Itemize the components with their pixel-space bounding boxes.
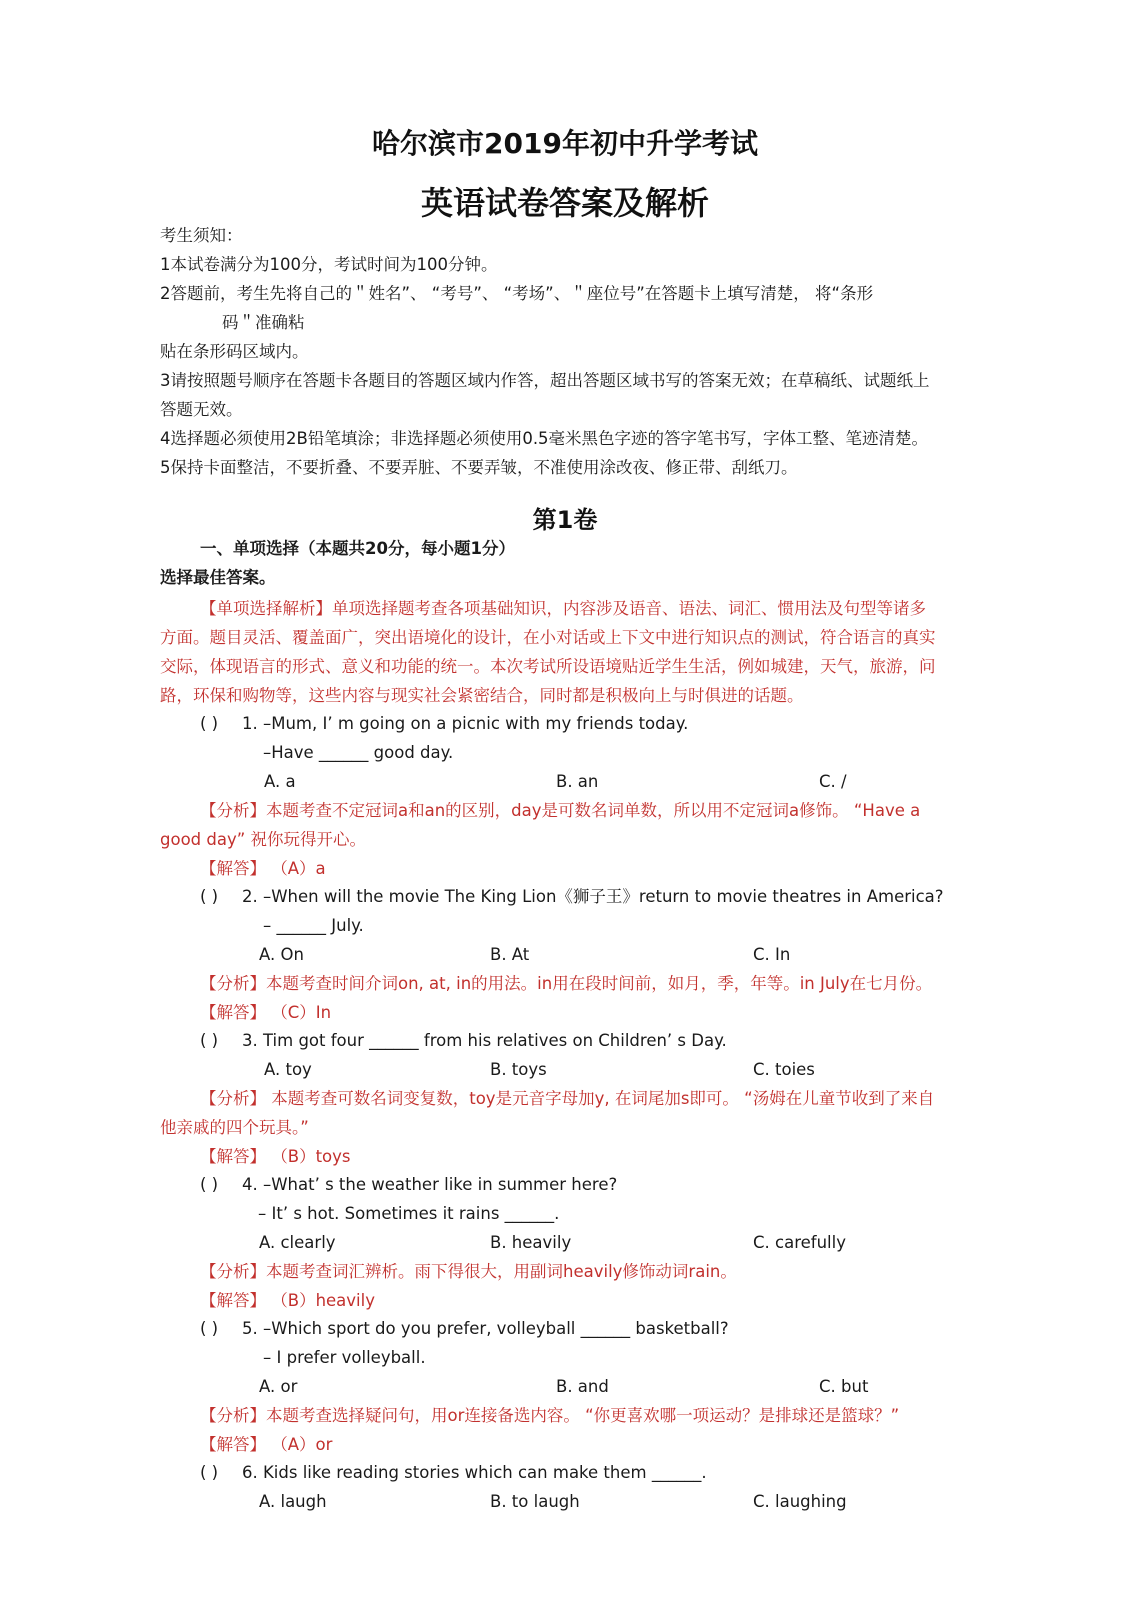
question-3-option-b: B. toys (490, 1060, 547, 1079)
question-4-option-a: A. clearly (259, 1233, 336, 1252)
notice-line: 1本试卷满分为100分，考试时间为100分钟。 (160, 255, 498, 274)
question-2-option-c: C. In (753, 945, 791, 964)
section-intro-line: 路，环保和购物等，这些内容与现实社会紧密结合，同时都是积极向上与时俱进的话题。 (160, 686, 804, 705)
section-intro-line: 【单项选择解析】单项选择题考查各项基础知识，内容涉及语音、语法、词汇、惯用法及句型等诸多 (200, 599, 926, 618)
question-5-option-c: C. but (819, 1377, 869, 1396)
question-5-stem: 5. –Which sport do you prefer, volleyball ______ basketball? (242, 1319, 729, 1338)
section-heading: 一、单项选择（本题共20分，每小题1分） (200, 539, 515, 558)
question-2-stem-2: – ______ July. (263, 916, 364, 935)
question-2-analysis: 【分析】本题考查时间介词on, at, in的用法。in用在段时间前，如月，季，年等。in July在七月份。 (200, 974, 933, 993)
question-6-stem: 6. Kids like reading stories which can make them ______. (242, 1463, 707, 1482)
question-2-answer: 【解答】 （C）In (200, 1003, 332, 1022)
question-1-option-b: B. an (556, 772, 599, 791)
question-2-stem: 2. –When will the movie The King Lion《狮子王》return to movie theatres in America? (242, 887, 944, 906)
question-3-answer: 【解答】 （B）toys (200, 1147, 351, 1166)
question-1-option-a: A. a (264, 772, 296, 791)
section-instruction: 选择最佳答案。 (160, 568, 276, 587)
question-3-analysis: 【分析】 本题考查可数名词变复数，toy是元音字母加y, 在词尾加s即可。 “汤姆在儿童节收到了来自 (200, 1089, 935, 1108)
question-3-option-a: A. toy (264, 1060, 312, 1079)
section-intro-line: 交际，体现语言的形式、意义和功能的统一。本次考试所设语境贴近学生生活，例如城建，天气，旅游，问 (160, 657, 936, 676)
question-5-answer: 【解答】 （A）or (200, 1435, 333, 1454)
question-1-analysis: good day” 祝你玩得开心。 (160, 830, 367, 849)
answer-bracket: ( ) (200, 1031, 219, 1050)
notice-line: 码＂准确粘 (222, 313, 305, 332)
section-intro-line: 方面。题目灵活、覆盖面广，突出语境化的设计，在小对话或上下文中进行知识点的测试，符合语言的真实 (160, 628, 936, 647)
answer-bracket: ( ) (200, 1319, 219, 1338)
question-4-option-c: C. carefully (753, 1233, 846, 1252)
question-6-option-c: C. laughing (753, 1492, 847, 1511)
question-1-answer: 【解答】 （A）a (200, 859, 326, 878)
question-4-analysis: 【分析】本题考查词汇辨析。雨下得很大，用副词heavily修饰动词rain。 (200, 1262, 737, 1281)
notice-line: 答题无效。 (160, 400, 243, 419)
question-4-stem: 4. –What’ s the weather like in summer here? (242, 1175, 618, 1194)
question-1-analysis: 【分析】本题考查不定冠词a和an的区别，day是可数名词单数，所以用不定冠词a修饰。 “Have a (200, 801, 921, 820)
question-6-option-b: B. to laugh (490, 1492, 580, 1511)
question-4-option-b: B. heavily (490, 1233, 572, 1252)
document-subtitle: 英语试卷答案及解析 (420, 184, 709, 222)
question-5-option-b: B. and (556, 1377, 609, 1396)
question-4-stem-2: – It’ s hot. Sometimes it rains ______. (258, 1204, 560, 1223)
question-3-stem: 3. Tim got four ______ from his relatives on Children’ s Day. (242, 1031, 727, 1050)
answer-bracket: ( ) (200, 1463, 219, 1482)
notice-heading: 考生须知： (160, 226, 243, 245)
question-4-answer: 【解答】 （B）heavily (200, 1291, 375, 1310)
document-title: 哈尔滨市2019年初中升学考试 (372, 127, 758, 160)
question-3-option-c: C. toies (753, 1060, 815, 1079)
notice-line: 5保持卡面整洁，不要折叠、不要弄脏、不要弄皱，不准使用涂改夜、修正带、刮纸刀。 (160, 458, 798, 477)
question-1-option-c: C. / (819, 772, 847, 791)
answer-bracket: ( ) (200, 887, 219, 906)
question-5-stem-2: – I prefer volleyball. (263, 1348, 426, 1367)
volume-title: 第1卷 (532, 506, 598, 534)
question-3-analysis: 他亲戚的四个玩具。” (160, 1118, 309, 1137)
notice-line: 3请按照题号顺序在答题卡各题目的答题区域内作答，超出答题区域书写的答案无效；在草稿纸、试题纸上 (160, 371, 930, 390)
question-1-stem: 1. –Mum, I’ m going on a picnic with my friends today. (242, 714, 689, 733)
answer-bracket: ( ) (200, 714, 219, 733)
question-6-option-a: A. laugh (259, 1492, 327, 1511)
notice-line: 2答题前，考生先将自己的＂姓名”、 “考号”、 “考场”、＂座位号”在答题卡上填写清楚， 将“条形 (160, 284, 874, 303)
question-5-analysis: 【分析】本题考查选择疑问句，用or连接备选内容。 “你更喜欢哪一项运动？是排球还是篮球？” (200, 1406, 900, 1425)
question-1-stem-2: –Have ______ good day. (263, 743, 454, 762)
notice-line: 4选择题必须使用2B铅笔填涂；非选择题必须使用0.5毫米黑色字迹的答字笔书写，字体工整、笔迹清楚。 (160, 429, 929, 448)
notice-line: 贴在条形码区域内。 (160, 342, 309, 361)
question-5-option-a: A. or (259, 1377, 298, 1396)
question-2-option-a: A. On (259, 945, 304, 964)
question-2-option-b: B. At (490, 945, 530, 964)
answer-bracket: ( ) (200, 1175, 219, 1194)
